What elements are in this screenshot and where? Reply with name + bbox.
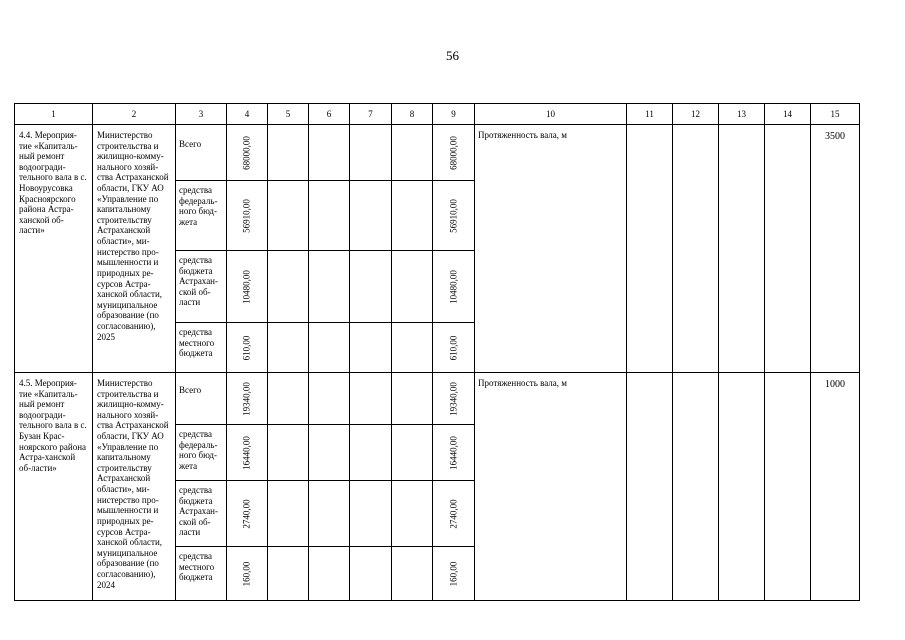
executor-cell: Министерство строительства и жилищно-комму-нального хозяй-ства Астраханской области, ГКУ АО «Управление по капитальному строительству Астраханской области», ми-нистерство про-мышленности и природных ре-сурсов Астра-ханской области, муниципальное образование (по согласованию), 2024	[93, 373, 176, 601]
amount-cell: 160,00	[433, 547, 475, 601]
funding-source-cell: средства бюджета Астрахан-ской об-ласти	[176, 251, 227, 323]
column-header: 1	[15, 104, 93, 125]
table-row	[15, 125, 860, 181]
amount-cell: 160,00	[227, 547, 268, 601]
header-row	[15, 104, 860, 125]
column-header: 3	[176, 104, 227, 125]
column-header: 6	[309, 104, 350, 125]
measure-cell: 4.4. Мероприя-тие «Капиталь-ный ремонт водоогради-тельного вала в с. Новоурусовка Красноярского района Астра-ханской об-ласти»	[15, 125, 93, 373]
amount-cell: 16440,00	[433, 425, 475, 481]
funding-source-cell: Всего	[176, 125, 227, 181]
funding-source-cell: средства бюджета Астрахан-ской об-ласти	[176, 481, 227, 547]
funding-source-cell: Всего	[176, 373, 227, 425]
column-header: 8	[392, 104, 433, 125]
amount-cell: 610,00	[433, 323, 475, 373]
target-value-cell: 3500	[811, 125, 860, 373]
amount-cell: 10480,00	[227, 251, 268, 323]
executor-cell: Министерство строительства и жилищно-комму-нального хозяй-ства Астраханской области, ГКУ АО «Управление по капитальному строительству Астраханской области», ми-нистерство про-мышленности и природных ре-сурсов Астра-ханской области, муниципальное образование (по согласованию), 2025	[93, 125, 176, 373]
measure-cell: 4.5. Мероприя-тие «Капиталь-ный ремонт водоогради-тельного вала в с. Бузан Крас-ноярского района Астра-ханской об-ласти»	[15, 373, 93, 601]
amount-cell: 16440,00	[227, 425, 268, 481]
column-header: 12	[673, 104, 719, 125]
amount-cell: 2740,00	[227, 481, 268, 547]
funding-source-cell: средства местного бюджета	[176, 323, 227, 373]
column-header: 11	[627, 104, 673, 125]
column-header: 13	[719, 104, 765, 125]
page-number: 56	[446, 48, 459, 63]
funding-source-cell: средства местного бюджета	[176, 547, 227, 601]
funding-source-cell: средства федераль-ного бюд-жета	[176, 425, 227, 481]
amount-cell: 68000,00	[433, 125, 475, 181]
target-value-cell: 1000	[811, 373, 860, 601]
amount-cell: 56910,00	[227, 181, 268, 251]
indicator-cell: Протяженность вала, м	[475, 373, 627, 601]
column-header: 7	[350, 104, 392, 125]
column-header: 10	[475, 104, 627, 125]
program-table	[14, 103, 860, 601]
amount-cell: 10480,00	[433, 251, 475, 323]
column-header: 2	[93, 104, 176, 125]
amount-cell: 56910,00	[433, 181, 475, 251]
column-header: 5	[268, 104, 309, 125]
amount-cell: 19340,00	[227, 373, 268, 425]
amount-cell: 610,00	[227, 323, 268, 373]
amount-cell: 19340,00	[433, 373, 475, 425]
column-header: 9	[433, 104, 475, 125]
column-header: 15	[811, 104, 860, 125]
table-row	[15, 373, 860, 425]
column-header: 14	[765, 104, 811, 125]
indicator-cell: Протяженность вала, м	[475, 125, 627, 373]
amount-cell: 2740,00	[433, 481, 475, 547]
amount-cell: 68000,00	[227, 125, 268, 181]
funding-source-cell: средства федераль-ного бюд-жета	[176, 181, 227, 251]
column-header: 4	[227, 104, 268, 125]
